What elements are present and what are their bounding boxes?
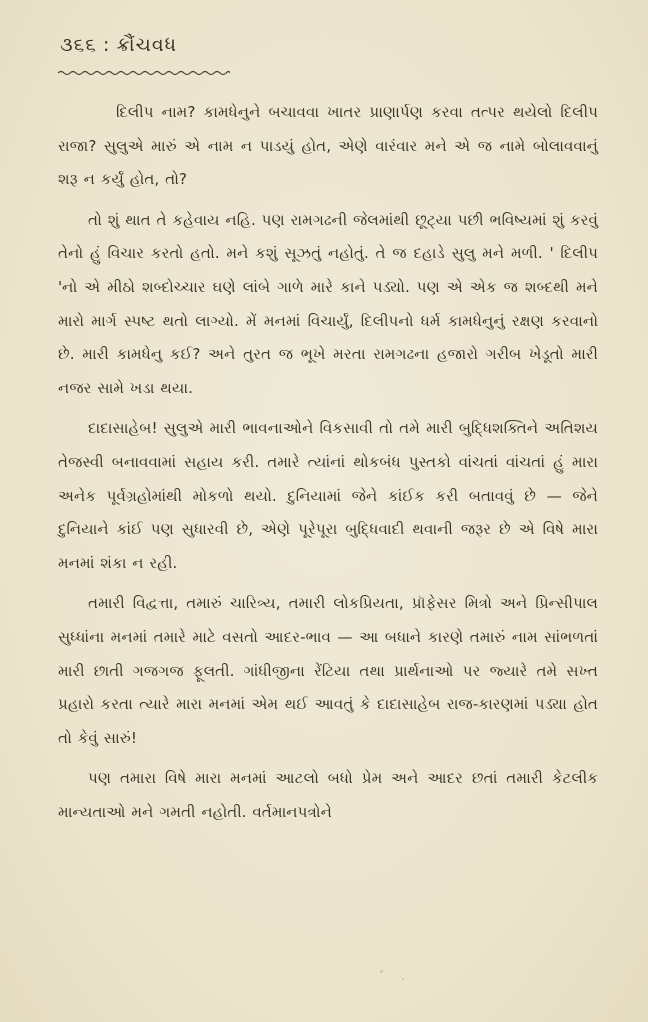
paragraph: દિલીપ નામ? કામધેનુને બચાવવા ખાતર પ્રાણાર્પણ કરવા તત્પર થયેલો દિલીપ રાજા? સુલુએ મારું એ નામ ન પાડયું હોત, એણે વારંવાર મને એ જ નામે બોલાવવાનું શરૂ ન કર્યું હોત, તો? [58,103,598,189]
paragraph: તો શું થાત તે કહેવાય નહિ. પણ રામગઢની જેલમાંથી છૂટ્યા પછી ભવિષ્યમાં શું કરવું તેનો હું વિચાર કરતો હતો. મને કશું સૂઝતું નહોતું. તે જ દહાડે સુલુ મને મળી. ' દિલીપ 'નો એ મીઠો શબ્દોચ્ચાર ઘણે લાંબે ગાળે મારે કાને પડ્યો. પણ એ એક જ શબ્દથી મને મારો માર્ગ સ્પષ્ટ થતો લાગ્યો. મેં મનમાં વિચાર્યું, દિલીપનો ધર્મ કામધેનુનું રક્ષણ કરવાનો છે. મારી કામધેનુ કઈ? અને તુરત જ ભૂખે મરતા રામગઢના હજારો ગરીબ ખેડૂતો મારી નજર સામે ખડા થયા. [58,210,598,397]
paragraph: દાદાસાહેબ! સુલુએ મારી ભાવનાઓને વિકસાવી તો તમે મારી બુદ્ધિશક્તિને અતિશય તેજસ્વી બનાવવામાં સહાય કરી. તમારે ત્યાંનાં થોકબંધ પુસ્તકો વાંચતાં વાંચતાં હું મારા અનેક પૂર્વગ્રહોમાંથી મોકળો થયો. દુનિયામાં જેને કાંઈક કરી બતાવવું છે — જેને દુનિયાને કાંઈ પણ સુધારવી છે, એણે પૂરેપૂરા બુદ્ધિવાદી થવાની જરૂર છે એ વિષે મારા મનમાં શંકા ન રહી. [58,419,598,572]
paper-speck [380,970,383,973]
paper-speck [402,978,404,980]
running-head [60,34,177,56]
decorative-wavy-rule [58,70,230,76]
paragraph: પણ તમારા વિષે મારા મનમાં આટલો બધો પ્રેમ અને આદર છતાં તમારી કેટલીક માન્યતાઓ મને ગમતી નહોતી. વર્તમાનપત્રોને [58,769,598,821]
paragraph: તમારી વિદ્વત્તા, તમારું ચારિત્ર્ય, તમારી લોકપ્રિયતા, પ્રૉફેસર મિત્રો અને પ્રિન્સીપાલ સુધ્ધાંના મનમાં તમારે માટે વસતો આદર-ભાવ — આ બધાને કારણે તમારું નામ સાંભળતાં મારી છાતી ગજગજ ફૂલતી. ગાંધીજીના રેંટિયા તથા પ્રાર્થનાઓ પર જ્યારે તમે સખ્ત પ્રહારો કરતા ત્યારે મારા મનમાં એમ થઈ આવતું કે દાદાસાહેબ રાજ-કારણમાં પડ્યા હોત તો કેવું સારું! [58,594,598,747]
head-separator: : [102,34,111,56]
body-text [58,96,598,829]
page-number: ૩૬૬ [60,34,97,56]
book-title: ક્રૌંચવધ [116,34,178,56]
